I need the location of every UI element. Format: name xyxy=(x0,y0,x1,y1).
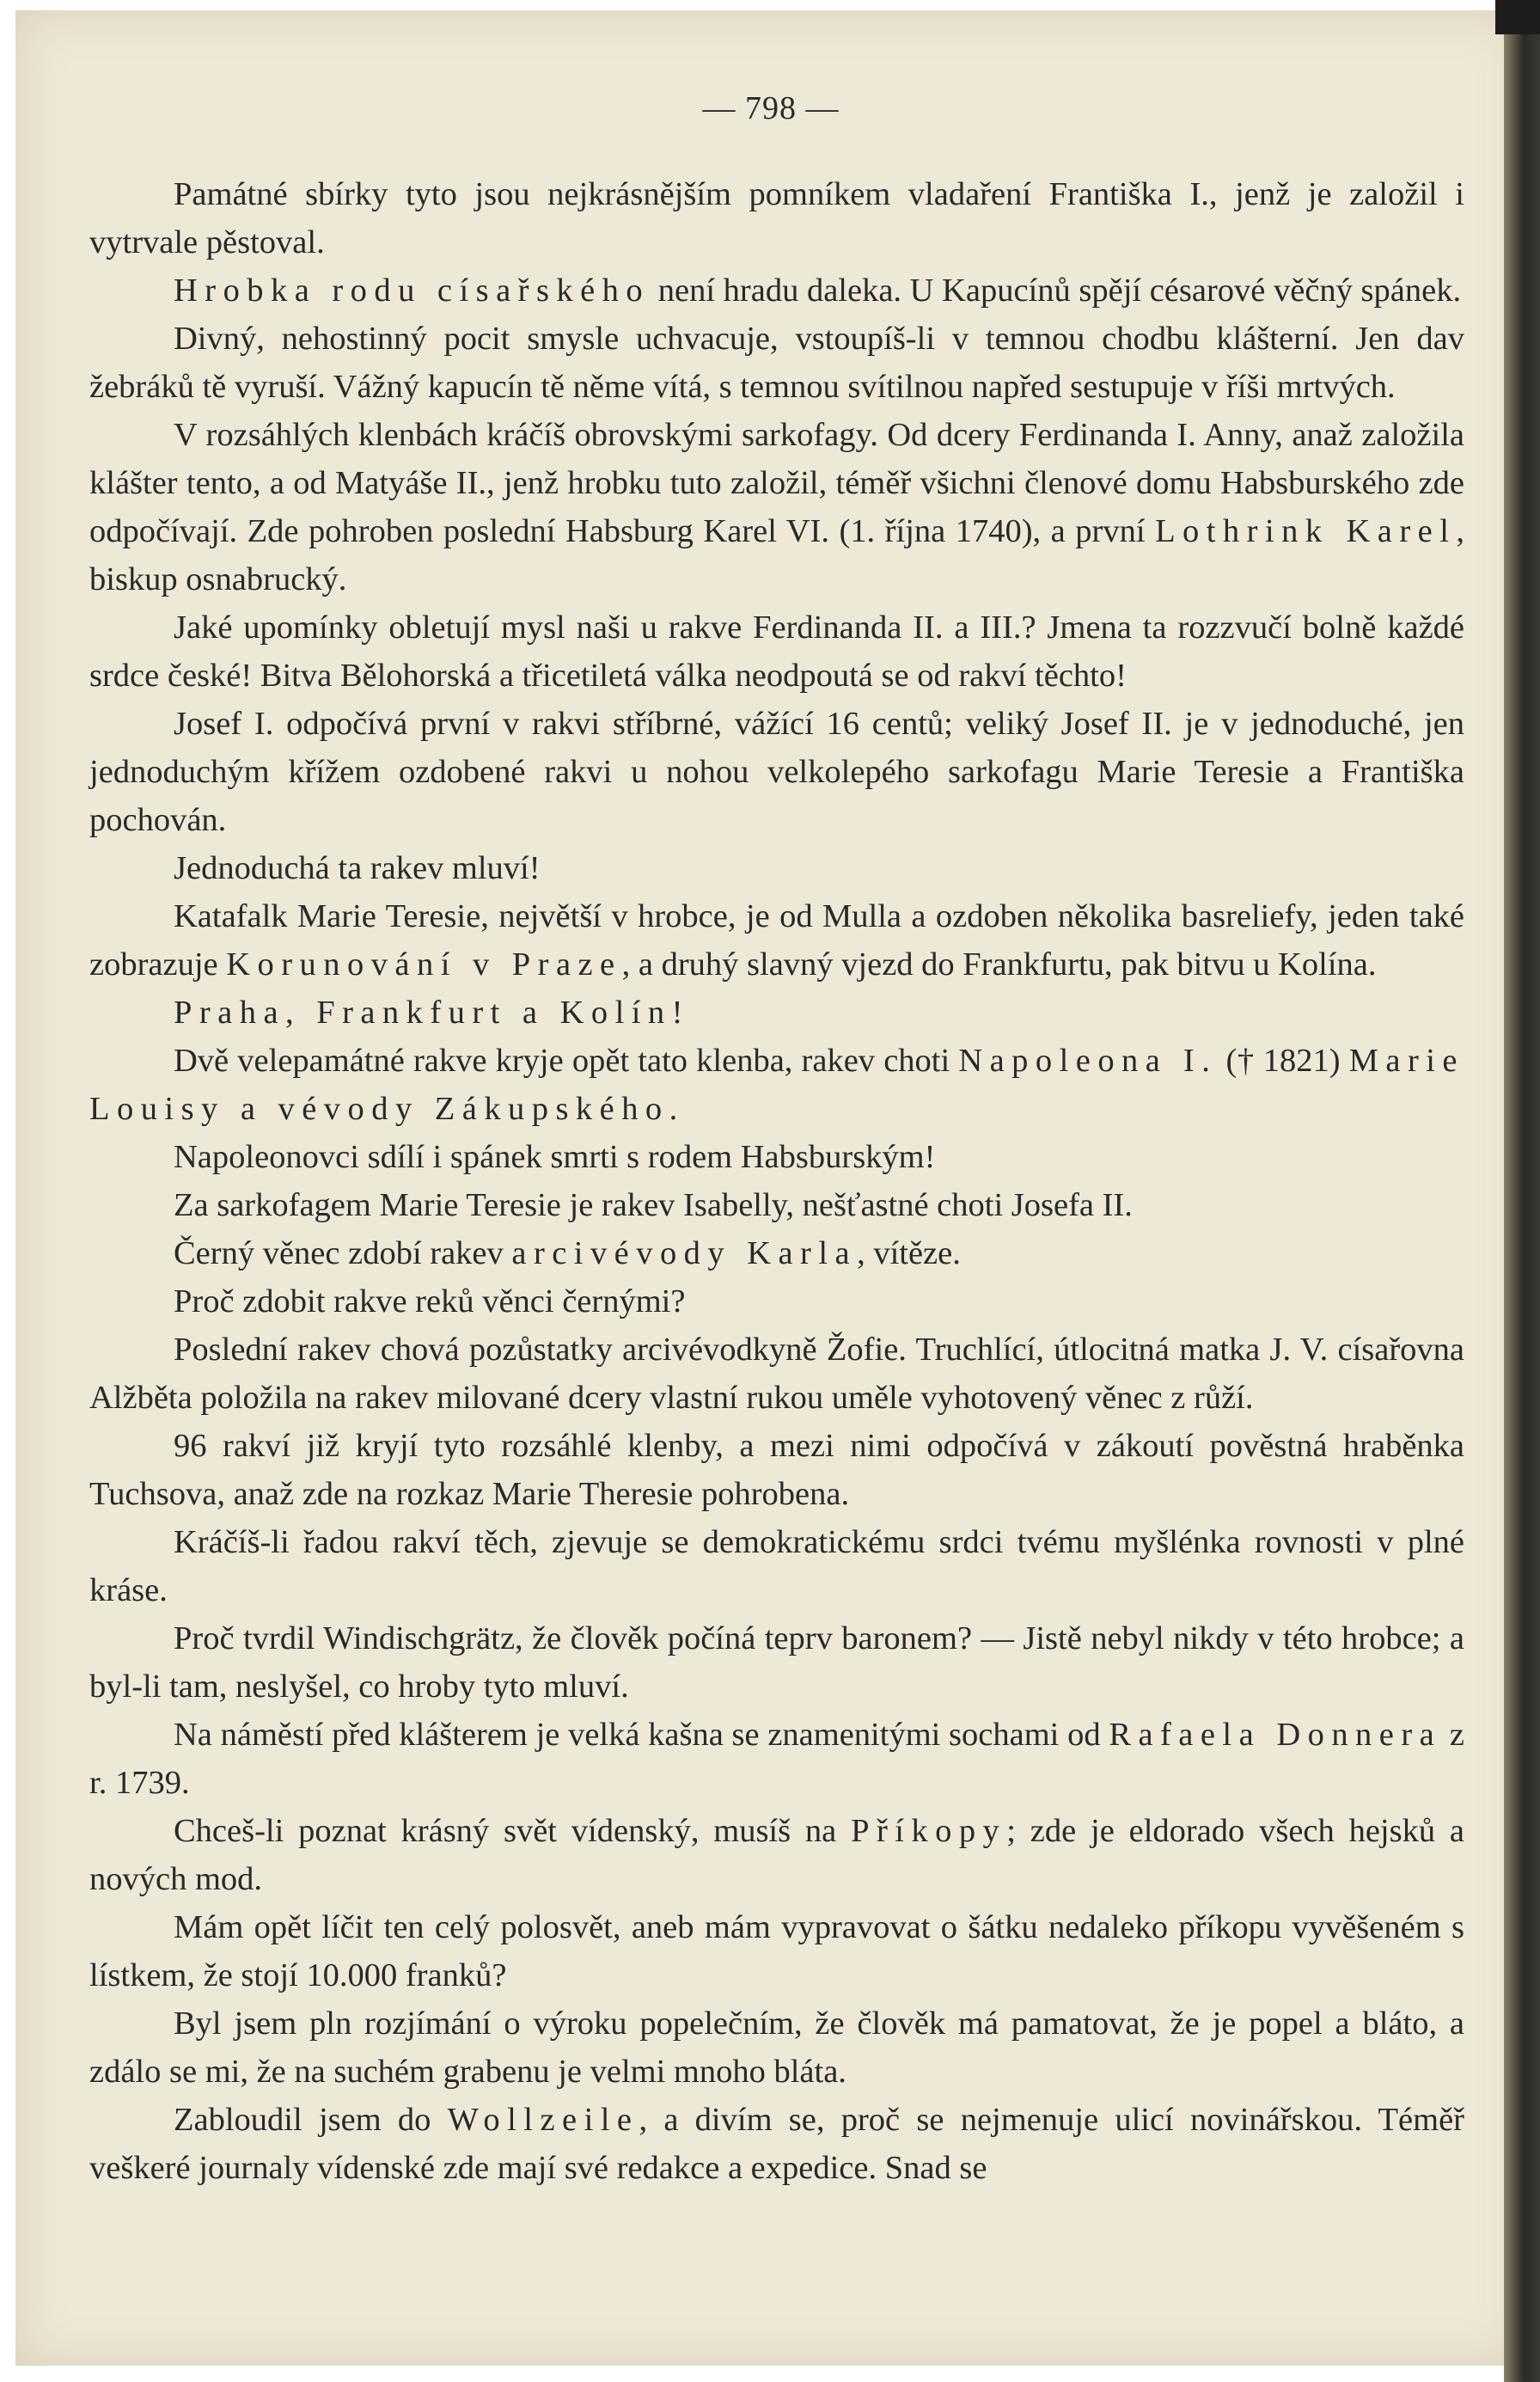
paragraph xyxy=(89,1999,1464,2096)
text-run: Mám opět líčit ten celý polosvět, aneb mám vypravovat o šátku nedaleko příkopu vyvěšeném s lístkem, že stojí 10.000 franků? xyxy=(89,1909,1464,1993)
paragraph xyxy=(89,1277,1464,1326)
text-run: 96 rakví již kryjí tyto rozsáhlé klenby, a mezi nimi odpočívá v zákoutí pověstná hraběnka Tuchsova, anaž zde na rozkaz Marie Theresie pohrobena. xyxy=(89,1428,1464,1512)
text-run: Proč tvrdil Windischgrätz, že člověk počíná teprv baronem? — Jistě nebyl nikdy v této hrobce; a byl-li tam, neslyšel, co hroby tyto mluví. xyxy=(89,1620,1464,1705)
text-run: Byl jsem pln rozjímání o výroku popelečním, že člověk má pamatovat, že je popel a bláto, a zdálo se mi, že na suchém grabenu je velmi mnoho bláta. xyxy=(89,2005,1464,2090)
text-run: Dvě velepamátné rakve kryje opět tato klenba, rakev choti xyxy=(174,1043,959,1079)
spaced-emphasis: Hrobka rodu císařského xyxy=(174,272,651,309)
paragraph xyxy=(89,700,1464,844)
paragraph xyxy=(89,1711,1464,1807)
paragraph xyxy=(89,2096,1464,2192)
paragraph xyxy=(89,266,1464,315)
text-run: , vítěze. xyxy=(857,1235,961,1271)
text-run: Památné sbírky tyto jsou nejkrásnějším pomníkem vladaření Františka I., jenž je založil i vytrvale pěstoval. xyxy=(89,176,1464,260)
spaced-emphasis: Praha, Frankfurt a Kolín! xyxy=(174,995,690,1031)
paragraph xyxy=(89,1133,1464,1181)
spaced-emphasis: Korunování v Praze xyxy=(226,946,622,983)
spaced-emphasis: Rafaela Donnera xyxy=(1109,1717,1442,1753)
paragraph xyxy=(89,411,1464,603)
text-run: , a divím se, proč se nejmenuje ulicí novinářskou. Téměř veškeré journaly vídenské zde mají své redakce a expedice. Snad se xyxy=(89,2102,1464,2186)
paragraph xyxy=(89,989,1464,1037)
spaced-emphasis: Příkopy xyxy=(851,1813,1007,1849)
spaced-emphasis: arcivévody Karla xyxy=(511,1235,858,1271)
page-corner-shadow xyxy=(1495,0,1540,34)
paragraph xyxy=(89,1903,1464,1999)
text-run: , a druhý slavný vjezd do Frankfurtu, pak bitvu u Kolína. xyxy=(621,946,1377,983)
page-edge-shadow xyxy=(1504,0,1540,2382)
page-number: — 798 — xyxy=(702,90,840,126)
paragraph xyxy=(89,844,1464,892)
book-page xyxy=(15,10,1526,2366)
paragraph xyxy=(89,1518,1464,1614)
text-run: († 1821) xyxy=(1217,1043,1349,1079)
paragraph xyxy=(89,315,1464,411)
spaced-emphasis: Lothrink Karel xyxy=(1155,513,1457,549)
text-run: není hradu daleka. U Kapucínů spějí césarové věčný spánek. xyxy=(650,272,1462,309)
text-run: ; zde je eldorado všech hejsků a nových mod. xyxy=(89,1813,1464,1897)
text-run: . xyxy=(669,1091,678,1127)
paragraph xyxy=(89,1229,1464,1277)
paragraph xyxy=(89,1326,1464,1422)
paragraph xyxy=(89,1614,1464,1711)
paragraph xyxy=(89,892,1464,989)
spaced-emphasis: Marie Louisy a vévody Zákupského xyxy=(89,1043,1464,1127)
paragraph xyxy=(89,1807,1464,1903)
body-text xyxy=(89,170,1464,2192)
text-run: Poslední rakev chová pozůstatky arcivévodkyně Žofie. Truchlící, útlocitná matka J. V. císařovna Alžběta položila na rakev milované dcery vlastní rukou uměle vyhotovený věnec z růží. xyxy=(89,1332,1464,1416)
spaced-emphasis: Wollzeile xyxy=(447,2102,639,2138)
paragraph xyxy=(89,1422,1464,1518)
paragraph xyxy=(89,603,1464,700)
text-run: Jednoduchá ta rakev mluví! xyxy=(174,850,541,886)
text-run: Jaké upomínky obletují mysl naši u rakve Ferdinanda II. a III.? Jmena ta rozzvučí bolně každé srdce české! Bitva Bělohorská a třicetiletá válka neodpoutá se od rakví těchto! xyxy=(89,609,1464,694)
text-run: V rozsáhlých klenbách kráčíš obrovskými sarkofagy. Od dcery Ferdinanda I. Anny, anaž založila klášter tento, a od Matyáše II., jenž hrobku tuto založil, téměř všichni členové domu Habsburského zde odpočívají. Zde pohroben poslední Habsburg Karel VI. (1. října 1740), a první xyxy=(89,417,1464,549)
paragraph xyxy=(89,170,1464,266)
text-run: Katafalk Marie Teresie, největší v hrobce, je od Mulla a ozdoben několika basreliefy, jeden také zobrazuje xyxy=(89,898,1464,983)
spaced-emphasis: Napoleona I. xyxy=(958,1043,1218,1079)
text-run: Zabloudil jsem do xyxy=(174,2102,448,2138)
text-run: Napoleonovci sdílí i spánek smrti s rodem Habsburským! xyxy=(174,1139,936,1175)
text-run: Josef I. odpočívá první v rakvi stříbrné, vážící 16 centů; veliký Josef II. je v jednoduché, jen jednoduchým křížem ozdobené rakvi u nohou velkolepého sarkofagu Marie Teresie a Františka pochován. xyxy=(89,706,1464,838)
text-run: Kráčíš-li řadou rakví těch, zjevuje se demokratickému srdci tvému myšlénka rovnosti v plné kráse. xyxy=(89,1524,1464,1608)
text-run: Na náměstí před klášterem je velká kašna se znamenitými sochami od xyxy=(174,1717,1109,1753)
text-run: Černý věnec zdobí rakev xyxy=(174,1235,512,1271)
text-run: Proč zdobit rakve reků věnci černými? xyxy=(174,1283,686,1320)
text-run: z r. 1739. xyxy=(89,1717,1464,1801)
text-run: Divný, nehostinný pocit smysle uchvacuje, vstoupíš-li v temnou chodbu klášterní. Jen dav žebráků tě vyruší. Vážný kapucín tě něme vítá, s temnou svítilnou napřed sestupuje v říši mrtvých. xyxy=(89,321,1464,405)
paragraph xyxy=(89,1037,1464,1133)
text-run: , biskup osnabrucký. xyxy=(89,513,1465,597)
paragraph xyxy=(89,1181,1464,1229)
text-run: Chceš-li poznat krásný svět vídenský, musíš na xyxy=(174,1813,852,1849)
text-run: Za sarkofagem Marie Teresie je rakev Isabelly, nešťastné choti Josefa II. xyxy=(174,1187,1133,1223)
